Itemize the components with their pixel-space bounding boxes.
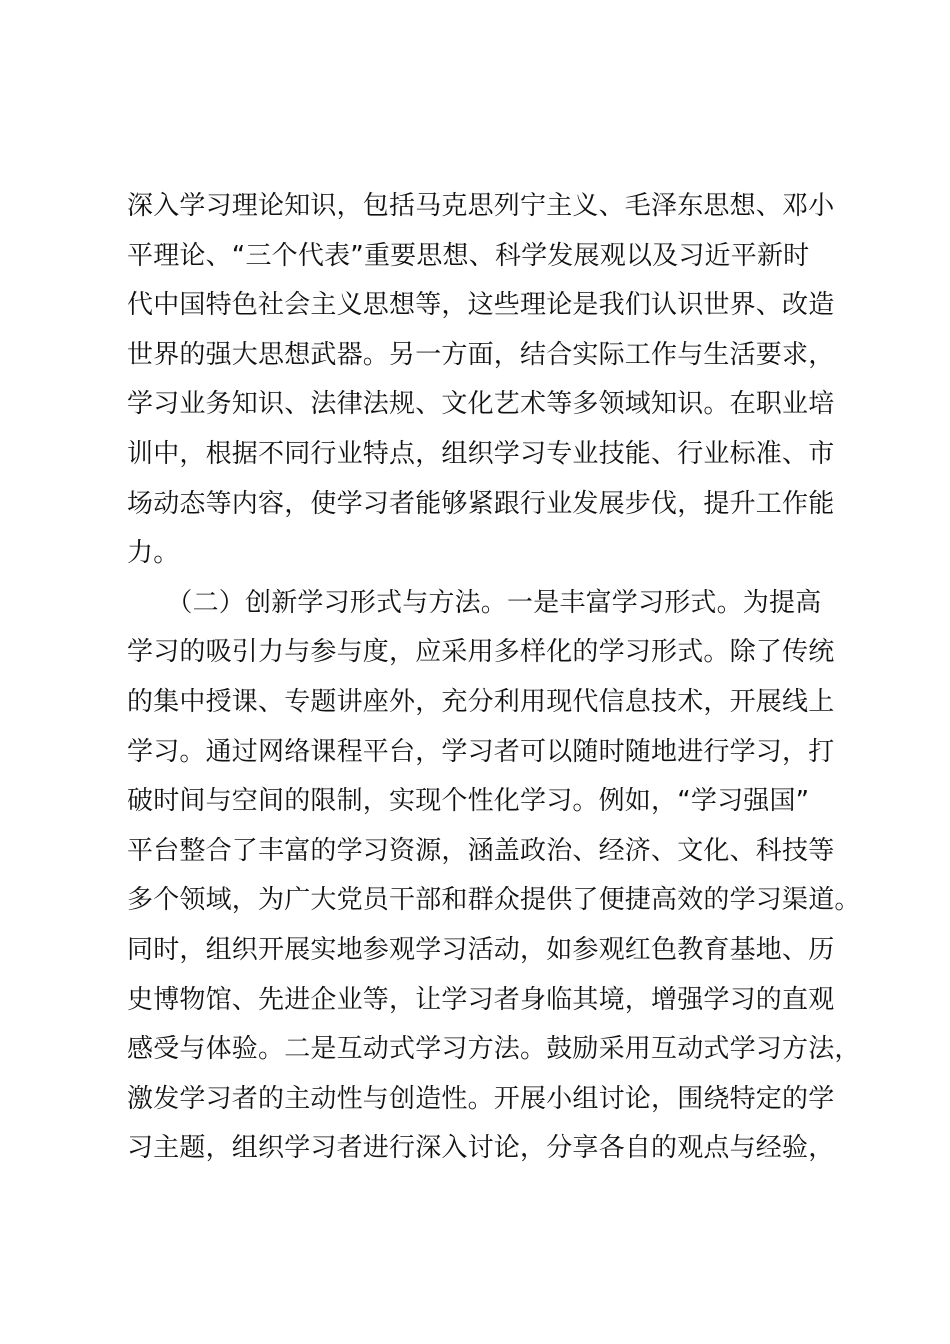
text-line: 同时，组织开展实地参观学习活动，如参观红色教育基地、历: [127, 934, 835, 965]
text-line: 学习业务知识、法律法规、文化艺术等多领域知识。在职业培: [127, 389, 835, 420]
text-line: 深入学习理论知识，包括马克思列宁主义、毛泽东思想、邓小: [127, 191, 835, 221]
text-line: 平台整合了丰富的学习资源，涵盖政治、经济、文化、科技等: [127, 835, 835, 866]
text-line: 的集中授课、专题讲座外，充分利用现代信息技术，开展线上: [127, 686, 835, 717]
text-line: 平理论、“三个代表”重要思想、科学发展观以及习近平新时: [127, 240, 810, 271]
text-line: 代中国特色社会主义思想等，这些理论是我们认识世界、改造: [127, 290, 835, 321]
text-line: 场动态等内容，使学习者能够紧跟行业发展步伐，提升工作能: [127, 488, 835, 519]
text-line: 学习的吸引力与参与度，应采用多样化的学习形式。除了传统: [127, 637, 835, 668]
body-text: [127, 182, 861, 1174]
text-line: 力。: [127, 538, 180, 569]
text-line: 感受与体验。二是互动式学习方法。鼓励采用互动式学习方法，: [127, 1034, 861, 1065]
text-line: 训中，根据不同行业特点，组织学习专业技能、行业标准、市: [127, 438, 835, 469]
text-line: 世界的强大思想武器。另一方面，结合实际工作与生活要求，: [127, 339, 835, 370]
text-line: 史博物馆、先进企业等，让学习者身临其境，增强学习的直观: [127, 984, 835, 1015]
text-line: 习主题，组织学习者进行深入讨论，分享各自的观点与经验，: [127, 1133, 835, 1164]
text-line: 破时间与空间的限制，实现个性化学习。例如，“学习强国”: [127, 786, 810, 817]
text-line: 学习。通过网络课程平台，学习者可以随时随地进行学习，打: [127, 736, 835, 767]
section-heading-line: （二）创新学习形式与方法。一是丰富学习形式。为提高: [127, 587, 822, 618]
text-line: 多个领域，为广大党员干部和群众提供了便捷高效的学习渠道。: [127, 885, 861, 916]
text-line: 激发学习者的主动性与创造性。开展小组讨论，围绕特定的学: [127, 1083, 835, 1114]
